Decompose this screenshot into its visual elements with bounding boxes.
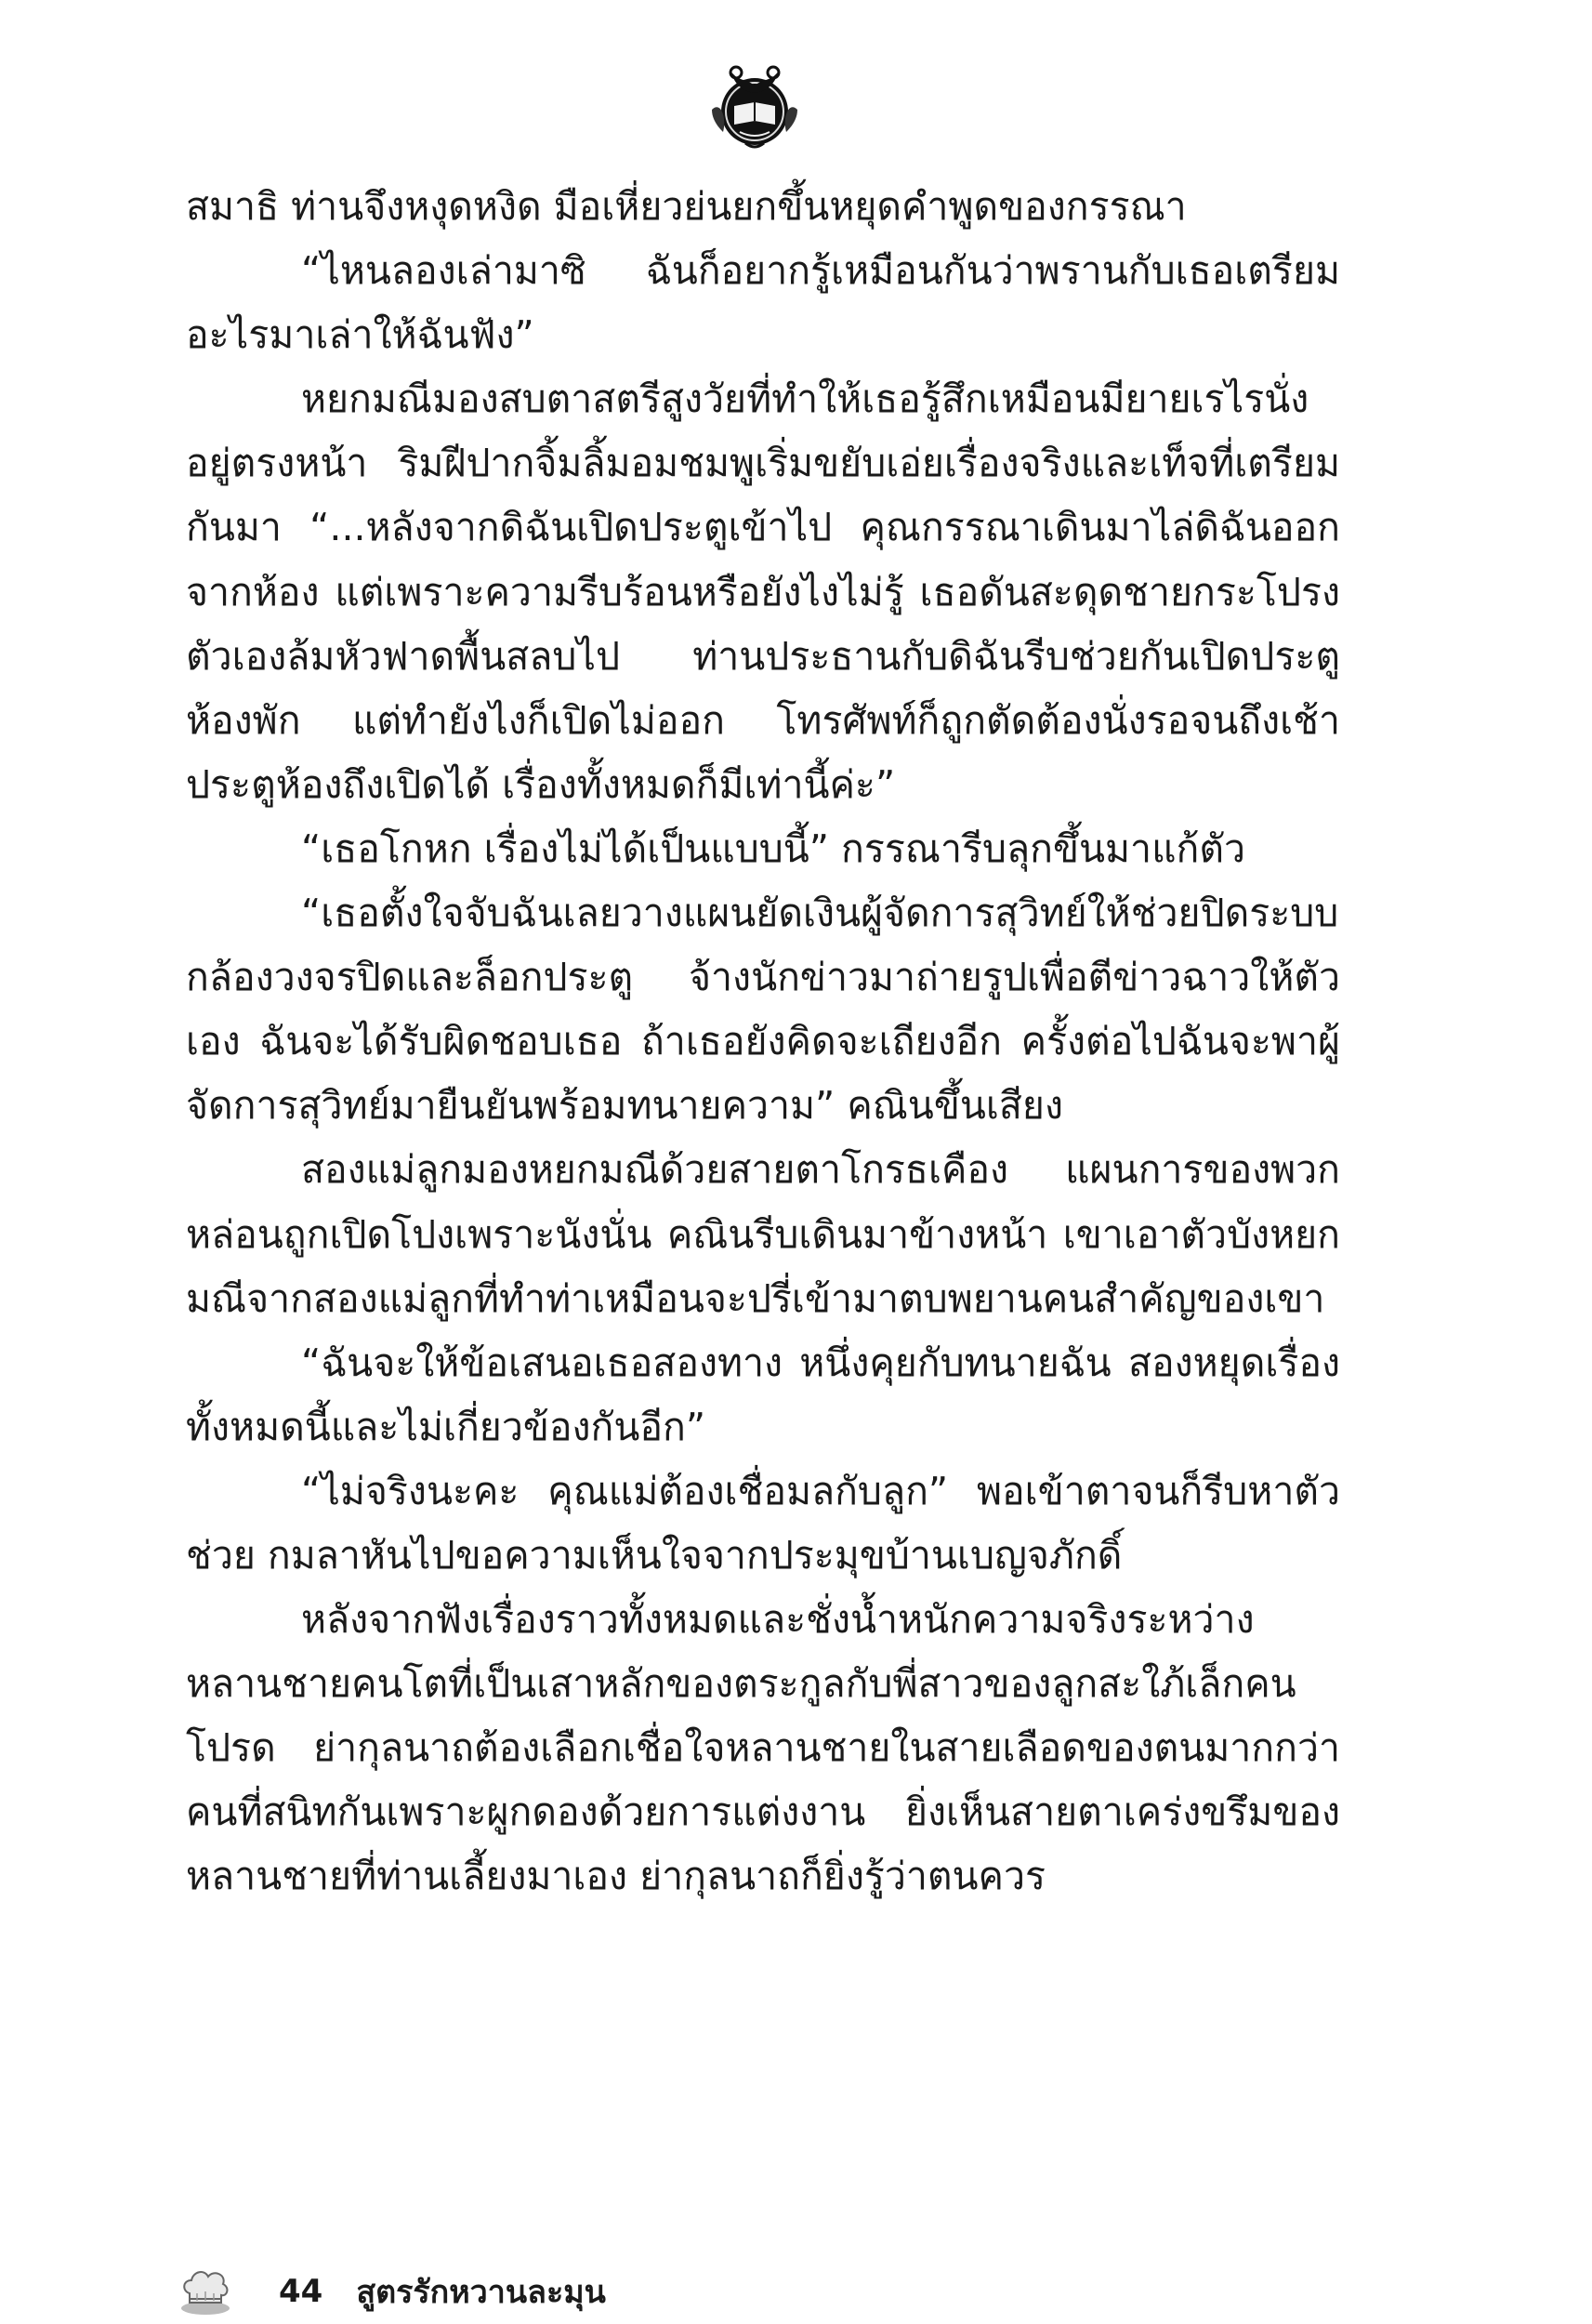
paragraph: หลังจากฟังเรื่องราวทั้งหมดและชั่งน้ำหนักความจริงระหว่างหลานชายคนโตที่เป็นเสาหลักของตระกูลกับพี่สาวของลูกสะใภ้เล็กคนโปรด ย่ากุลนาถต้องเลือกเชื่อใจหลานชายในสายเลือดของตนมากกว่าคนที่สนิทกันเพราะผูกดองด้วยการแต่งงาน ยิ่งเห็นสายตาเคร่งขรึมของหลานชายที่ท่านเลี้ยงมาเอง ย่ากุลนาถก็ยิ่งรู้ว่าตนควร — [186, 1597, 1340, 1899]
paragraph: “เธอโกหก เรื่องไม่ได้เป็นแบบนี้” กรรณารีบลุกขึ้นมาแก้ตัว — [301, 825, 1245, 871]
paragraph: “ฉันจะให้ข้อเสนอเธอสองทาง หนึ่งคุยกับทนายฉัน สองหยุดเรื่องทั้งหมดนี้และไม่เกี่ยวข้องกันอีก” — [186, 1340, 1340, 1449]
paragraph: “ไหนลองเล่ามาซิ ฉันก็อยากรู้เหมือนกันว่าพรานกับเธอเตรียมอะไรมาเล่าให้ฉันฟัง” — [186, 248, 1340, 358]
book-title: สูตรรักหวานละมุน — [356, 2274, 606, 2311]
paragraph: สมาธิ ท่านจึงหงุดหงิด มือเหี่ยวย่นยกขึ้นหยุดคำพูดของกรรณา — [186, 184, 1187, 229]
paragraph: สองแม่ลูกมองหยกมณีด้วยสายตาโกรธเคือง แผนการของพวกหล่อนถูกเปิดโปงเพราะนังนั่น คณินรีบเดินมาข้างหน้า เขาเอาตัวบังหยกมณีจากสองแม่ลูกที่ทำท่าเหมือนจะปรี่เข้ามาตบพยานคนสำคัญของเขา — [186, 1147, 1340, 1321]
page-number: 44 — [279, 2273, 323, 2310]
book-emblem-icon — [703, 54, 807, 156]
paragraph: หยกมณีมองสบตาสตรีสูงวัยที่ทำให้เธอรู้สึกเหมือนมียายเรไรนั่งอยู่ตรงหน้า ริมฝีปากจิ้มลิ้มอมชมพูเริ่มขยับเอ่ยเรื่องจริงและเท็จที่เตรียมกันมา “...หลังจากดิฉันเปิดประตูเข้าไป คุณกรรณาเดินมาไล่ดิฉันออกจากห้อง แต่เพราะความรีบร้อนหรือยังไงไม่รู้ เธอดันสะดุดชายกระโปรงตัวเองล้มหัวฟาดพื้นสลบไป ท่านประธานกับดิฉันรีบช่วยกันเปิดประตูห้องพัก แต่ทำยังไงก็เปิดไม่ออก โทรศัพท์ก็ถูกตัดต้องนั่งรอจนถึงเช้า ประตูห้องถึงเปิดได้ เรื่องทั้งหมดก็มีเท่านี้ค่ะ” — [186, 376, 1340, 807]
body-text — [186, 175, 1340, 1909]
paragraph: “ไม่จริงนะคะ คุณแม่ต้องเชื่อมลกับลูก” พอเข้าตาจนก็รีบหาตัวช่วย กมลาหันไปขอความเห็นใจจากประมุขบ้านเบญจภักดิ์ — [186, 1468, 1340, 1578]
chef-hat-icon — [177, 2265, 234, 2317]
paragraph: “เธอตั้งใจจับฉันเลยวางแผนยัดเงินผู้จัดการสุวิทย์ให้ช่วยปิดระบบกล้องวงจรปิดและล็อกประตู จ้างนักข่าวมาถ่ายรูปเพื่อตีข่าวฉาวให้ตัวเอง ฉันจะได้รับผิดชอบเธอ ถ้าเธอยังคิดจะเถียงอีก ครั้งต่อไปฉันจะพาผู้จัดการสุวิทย์มายืนยันพร้อมทนายความ” คณินขึ้นเสียง — [186, 891, 1340, 1129]
page-footer — [177, 2259, 606, 2324]
